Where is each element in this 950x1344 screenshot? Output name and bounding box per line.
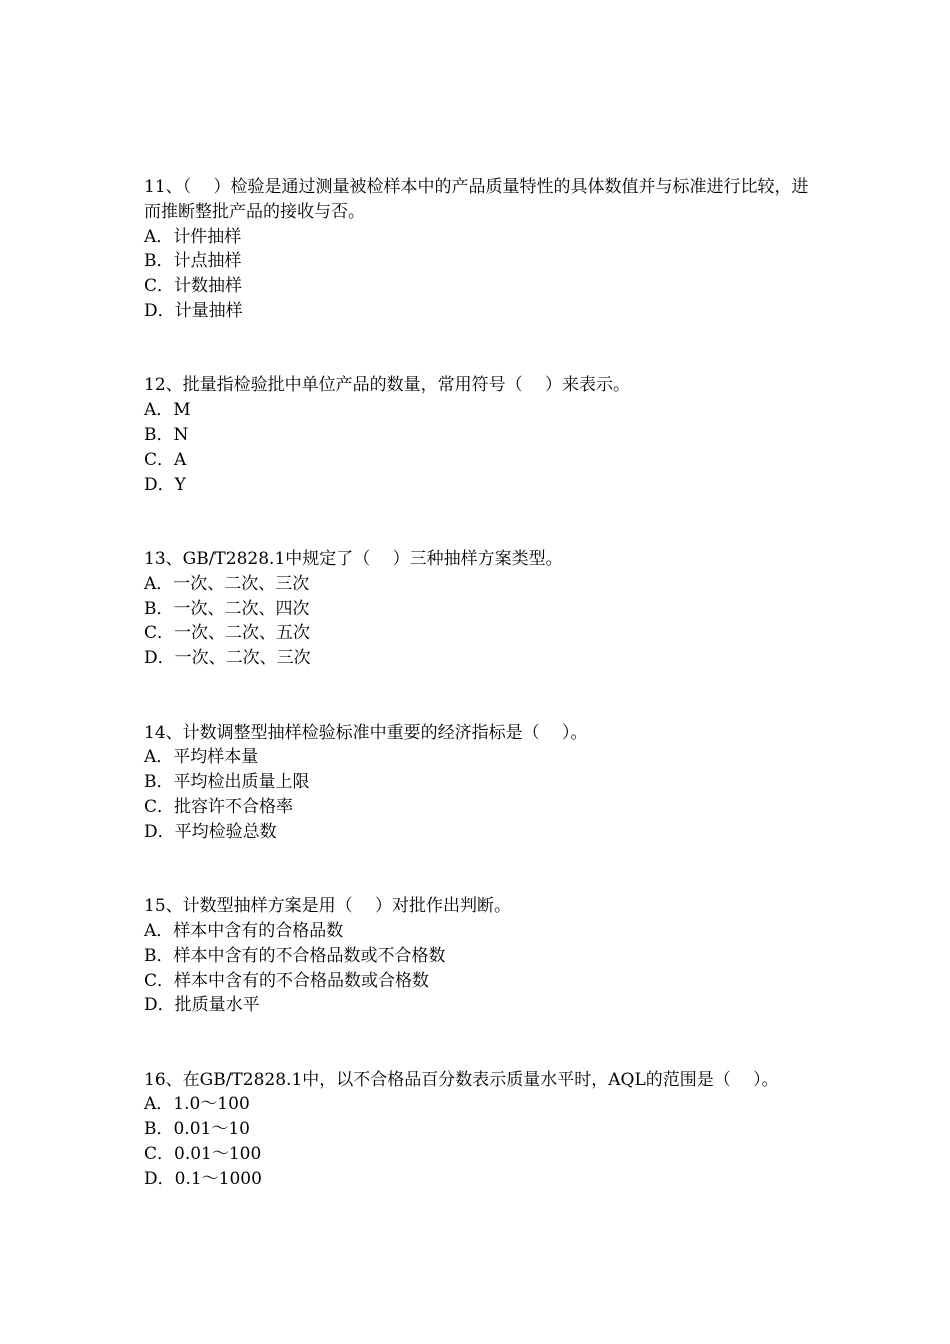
spacer xyxy=(144,845,814,895)
option-c: C．一次、二次、五次 xyxy=(144,623,311,644)
option-d: D．批质量水平 xyxy=(144,995,260,1016)
document-page xyxy=(144,175,814,1192)
spacer xyxy=(144,671,814,721)
spacer xyxy=(144,497,814,547)
option-c: C．样本中含有的不合格品数或合格数 xyxy=(144,970,430,991)
option-b: B．N xyxy=(144,424,189,445)
option-a: A．1.0～100 xyxy=(144,1094,250,1115)
spacer xyxy=(144,1018,814,1068)
question-15 xyxy=(144,894,814,1018)
option-b: B．计点抽样 xyxy=(144,251,242,272)
option-d: D．一次、二次、三次 xyxy=(144,648,311,669)
option-list xyxy=(144,1092,814,1191)
question-14 xyxy=(144,721,814,845)
question-text: 12、批量指检验批中单位产品的数量，常用符号（ ）来表示。 xyxy=(144,375,631,396)
option-b: B．样本中含有的不合格品数或不合格数 xyxy=(144,945,446,966)
question-text: 14、计数调整型抽样检验标准中重要的经济指标是（ ）。 xyxy=(144,722,588,743)
option-list xyxy=(144,745,814,844)
option-c: C．批容许不合格率 xyxy=(144,796,294,817)
option-c: C．A xyxy=(144,449,187,470)
option-list xyxy=(144,572,814,671)
option-b: B．平均检出质量上限 xyxy=(144,772,310,793)
option-list xyxy=(144,225,814,324)
option-d: D．0.1～1000 xyxy=(144,1168,262,1189)
question-text: 15、计数型抽样方案是用（ ）对批作出判断。 xyxy=(144,896,512,917)
question-text: 16、在GB/T2828.1中，以不合格品百分数表示质量水平时，AQL的范围是（ ）。 xyxy=(144,1069,779,1090)
option-list xyxy=(144,919,814,1018)
option-c: C．0.01～100 xyxy=(144,1144,262,1165)
option-a: A．样本中含有的合格品数 xyxy=(144,920,344,941)
spacer xyxy=(144,324,814,374)
question-13 xyxy=(144,547,814,671)
question-11 xyxy=(144,175,814,324)
question-12 xyxy=(144,373,814,497)
option-a: A．计件抽样 xyxy=(144,226,242,247)
option-d: D．Y xyxy=(144,474,186,495)
option-a: A．平均样本量 xyxy=(144,747,259,768)
question-16 xyxy=(144,1068,814,1192)
option-b: B．一次、二次、四次 xyxy=(144,598,310,619)
question-text: 13、GB/T2828.1中规定了（ ）三种抽样方案类型。 xyxy=(144,548,563,569)
option-d: D．平均检验总数 xyxy=(144,821,277,842)
option-list xyxy=(144,398,814,497)
option-a: A．M xyxy=(144,400,191,421)
question-text: 11、（ ）检验是通过测量被检样本中的产品质量特性的具体数值并与标准进行比较，进而推断整批产品的接收与否。 xyxy=(144,177,809,222)
option-c: C．计数抽样 xyxy=(144,276,243,297)
option-b: B．0.01～10 xyxy=(144,1119,250,1140)
option-a: A．一次、二次、三次 xyxy=(144,573,310,594)
option-d: D．计量抽样 xyxy=(144,300,243,321)
